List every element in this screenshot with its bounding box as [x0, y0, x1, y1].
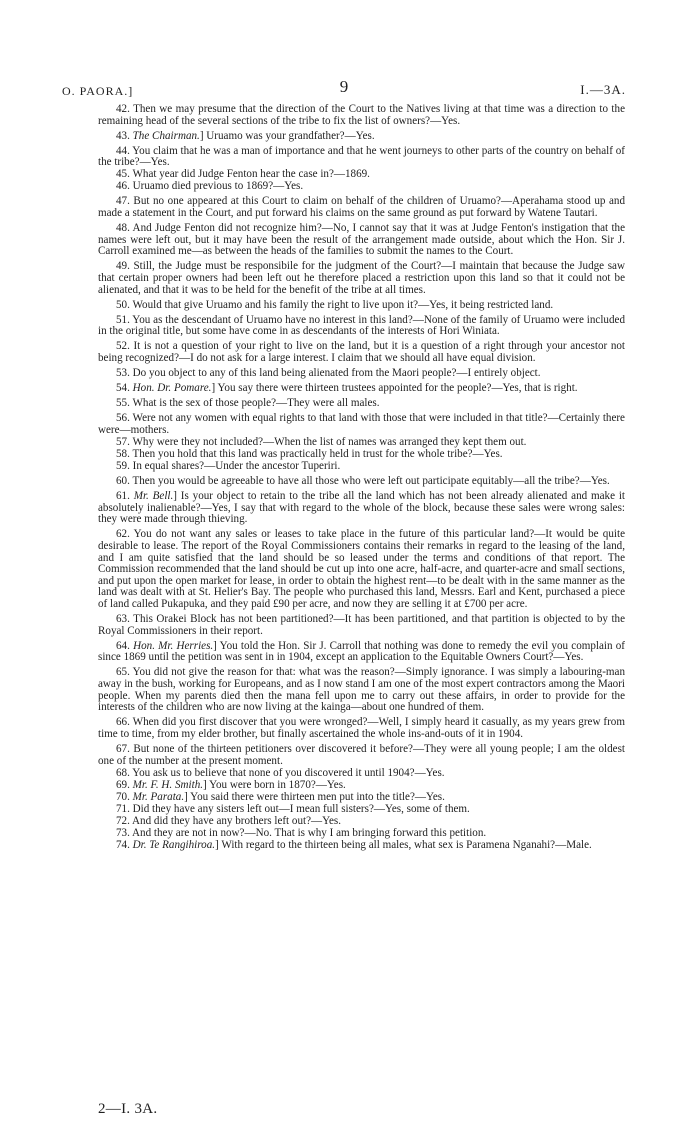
evidence-paragraph: 48. And Judge Fenton did not recognize him?—No, I cannot say that it was at Judge Fenton's instigation that the names were left out, but it may have been the result of the arrangement made outside, about which the Hon. Sir J. Carroll examined me—as between the heads of the families to submit the names to the Court. — [98, 222, 625, 258]
evidence-paragraph: 50. Would that give Uruamo and his family the right to live upon it?—Yes, it being restricted land. — [116, 298, 554, 311]
evidence-paragraph: 68. You ask us to believe that none of you discovered it until 1904?—Yes. — [116, 766, 445, 779]
header-witness-name: O. PAORA.] — [62, 84, 134, 98]
evidence-paragraph: 53. Do you object to any of this land being alienated from the Maori people?—I entirely object. — [116, 367, 541, 380]
evidence-paragraph: 52. It is not a question of your right to live on the land, but it is a question of a right through your ancestor not being recognized?—I do not ask for a large interest. I claim that we should all have equal division. — [98, 340, 625, 365]
evidence-paragraph: 70. Mr. Parata.] You said there were thirteen men put into the title?—Yes. — [116, 790, 445, 803]
evidence-paragraph: 49. Still, the Judge must be responsibile for the judgment of the Court?—I maintain that because the Judge saw that certain proper owners had been left out he therefore placed a restriction upon this land so that it could not be alienated, and that it was to be held for the benefit of the tribe at all times. — [98, 260, 625, 296]
page-header — [62, 77, 626, 100]
evidence-paragraph: 66. When did you first discover that you were wronged?—Well, I simply heard it casually, as my years grew from time to time, from my elder brother, but finally ascertained the whole ins-and-outs of it in 1904. — [98, 716, 625, 740]
evidence-paragraph: 71. Did they have any sisters left out—I mean full sisters?—Yes, some of them. — [116, 802, 470, 815]
evidence-paragraph: 43. The Chairman.] Uruamo was your grandfather?—Yes. — [116, 129, 375, 142]
evidence-paragraph: 47. But no one appeared at this Court to claim on behalf of the children of Uruamo?—Aperahama stood up and made a statement in the Court, and put forward his claims on the same ground as put forward by Watene Tautari. — [98, 195, 625, 220]
evidence-paragraph: 73. And they are not in now?—No. That is why I am bringing forward this petition. — [116, 826, 487, 839]
evidence-paragraph: 72. And did they have any brothers left out?—Yes. — [116, 814, 342, 827]
evidence-paragraph: 51. You as the descendant of Uruamo have no interest in this land?—None of the family of Uruamo were included in the original title, but some have come in as descendants of the interests of Hori Winiata. — [98, 313, 625, 338]
evidence-paragraph: 58. Then you hold that this land was practically held in trust for the whole tribe?—Yes. — [116, 448, 503, 460]
header-paper-reference: I.—3A. — [580, 82, 626, 97]
evidence-paragraph: 62. You do not want any sales or leases to take place in the future of this particular land?—It would be quite desirable to lease. The report of the Royal Commissioners contains their remarks in regard to the leasing of the land, and I am quite satisfied that the land should be so leased under the terms and conditions of that report. The Commission recommended that the land should be cut up into one acre, half-acre, and quarter-acre and small sections, and put upon the open market for lease, in order to obtain the highest rent—to be dealt with in the same manner as the land was dealt with at St. Helier's Bay. The people who purchased this land, Messrs. Earl and Kent, purchased a piece of land called Pukapuka, and they paid £90 per acre, and now they are selling it at £700 per acre. — [98, 528, 625, 611]
page-signature-mark: 2—I. 3A. — [98, 1101, 158, 1117]
evidence-paragraph: 42. Then we may presume that the direction of the Court to the Natives living at that time was a direction to the remaining head of the several sections of the tribe to fix the list of owners?—Yes. — [98, 103, 625, 127]
evidence-paragraph: 74. Dr. Te Rangihiroa.] With regard to the thirteen being all males, what sex is Paramena Nganahi?—Male. — [116, 838, 592, 851]
page-number: 9 — [339, 77, 349, 96]
evidence-paragraph: 54. Hon. Dr. Pomare.] You say there were thirteen trustees appointed for the people?—Yes, that is right. — [116, 382, 578, 395]
evidence-paragraph: 57. Why were they not included?—When the list of names was arranged they kept them out. — [116, 436, 527, 449]
evidence-paragraph: 63. This Orakei Block has not been partitioned?—It has been partitioned, and that partition is objected to by the Royal Commissioners in their report. — [98, 613, 625, 637]
evidence-text — [98, 104, 625, 851]
evidence-paragraph: 44. You claim that he was a man of importance and that he went journeys to other parts of the country on behalf of the tribe?—Yes. — [98, 144, 625, 169]
evidence-paragraph: 65. You did not give the reason for that: what was the reason?—Simply ignorance. I was simply a labouring-man away in the bush, working for Europeans, and as I now stand I am one of the most expert contractors among the Maori people. When my parents died then the mana fell upon me to carry out these affairs, in order to provide for the interests of the children who are now living at the kainga—about one hundred of them. — [98, 666, 625, 714]
evidence-paragraph: 55. What is the sex of those people?—They were all males. — [116, 397, 380, 410]
evidence-paragraph: 56. Were not any women with equal rights to that land with those that were included in that title?—Certainly there were—mothers. — [98, 412, 625, 437]
evidence-paragraph: 46. Uruamo died previous to 1869?—Yes. — [116, 180, 304, 193]
evidence-paragraph: 59. In equal shares?—Under the ancestor Tuperiri. — [116, 459, 341, 472]
evidence-paragraph: 67. But none of the thirteen petitioners over discovered it before?—They were all young people; I am the oldest one of the number at the present moment. — [98, 743, 625, 767]
evidence-paragraph: 45. What year did Judge Fenton hear the case in?—1869. — [116, 168, 370, 181]
evidence-paragraph: 64. Hon. Mr. Herries.] You told the Hon. Sir J. Carroll that nothing was done to remedy the evil you complain of since 1869 until the petition was sent in in 1904, except an application to the Equitable Owners Court?—Yes. — [98, 639, 626, 664]
evidence-paragraph: 69. Mr. F. H. Smith.] You were born in 1870?—Yes. — [116, 778, 346, 791]
evidence-paragraph: 61. Mr. Bell.] Is your object to retain to the tribe all the land which has not been already alienated and make it absolutely inalienable?—Yes, I say that with regard to the whole of the block, because these sales were wrong sales: they were made through thieving. — [98, 490, 626, 526]
evidence-paragraph: 60. Then you would be agreeable to have all those who were left out participate equitably—all the tribe?—Yes. — [116, 475, 610, 488]
